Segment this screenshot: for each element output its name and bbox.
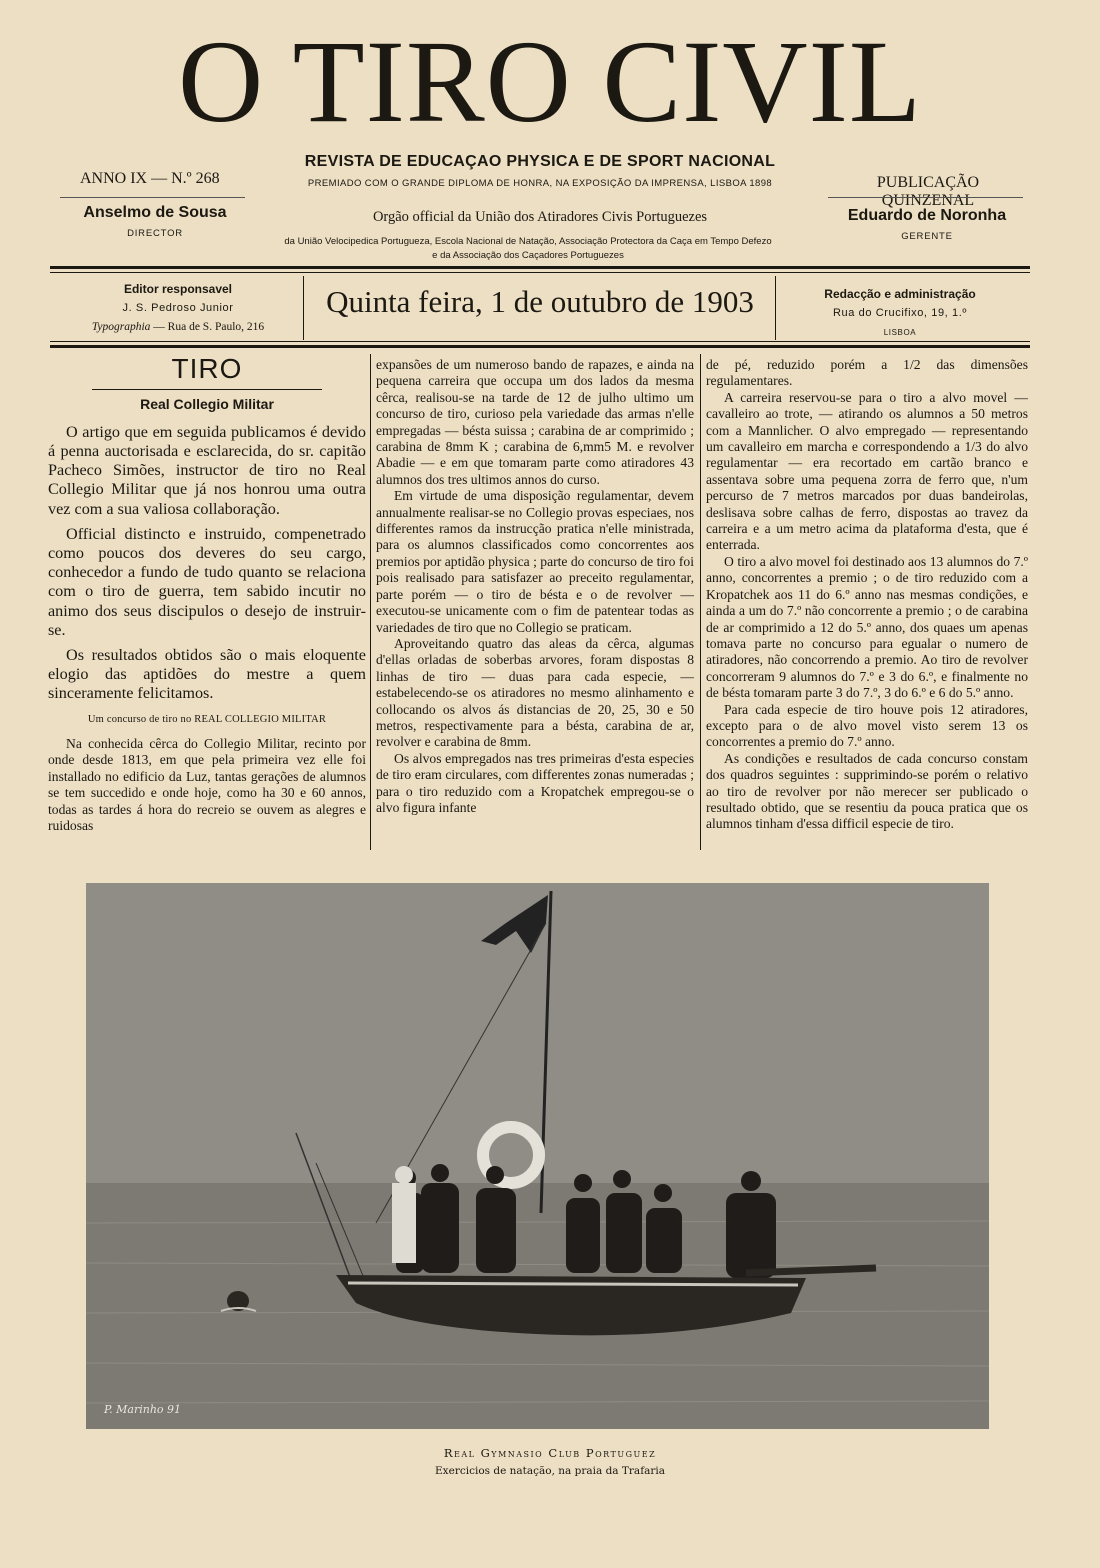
photo-signature: P. Marinho 91 <box>104 1403 182 1416</box>
editor-label: Editor responsavel <box>123 282 233 296</box>
intro-paragraph: Os resultados obtidos são o mais eloquente elogio das aptidões do mestre a quem sinceramente felicitamos. <box>48 646 366 703</box>
publication-frequency: PUBLICAÇÃO QUINZENAL <box>876 174 980 209</box>
organ-line: Orgão official da União dos Atiradores Civis Portuguezes <box>372 209 708 225</box>
article-paragraph: Os alvos empregados nas tres primeiras d'esta especies de tiro eram circulares, com differentes zonas numeradas ; para o tiro reduzido com a Kropatchek empregou-se o alvo figura infante <box>376 750 694 815</box>
organ-affiliations-line-2: e da Associação dos Caçadores Portuguezes <box>432 250 624 261</box>
article-column-2 <box>376 357 694 816</box>
issue-number: ANNO IX — N.º 268 <box>80 170 220 187</box>
manager-role: GERENTE <box>901 231 953 242</box>
column-divider-2 <box>700 354 701 850</box>
top-info-rule-thin <box>50 272 1030 273</box>
organ-affiliations <box>228 235 828 263</box>
photo-illustration <box>86 883 989 1429</box>
article-column-1 <box>48 353 366 835</box>
redaccao-address: Rua do Crucifixo, 19, 1.º <box>833 307 967 319</box>
intro-paragraph: Official distincto e instruido, compenetrado como poucos dos deveres do seu cargo, conhecedor a fundo de tudo quanto se relaciona com o tiro de guerra, tem sabido incutir no animo dos seus discipulos o desejo de instruir-se. <box>48 524 366 639</box>
section-rule <box>92 389 322 390</box>
article-paragraph: Na conhecida cêrca do Collegio Militar, recinto por onde desde 1813, em que pela primeira vez elle foi installado no edificio da Luz, tantas gerações de alumnos se tem succedido e onde hoje, como ha 30 e 60 annos, todas as tardes á hora do recreio se ouvem as alegres e ruidosas <box>48 736 366 834</box>
short-rule-right <box>828 197 1023 198</box>
redaccao-block <box>780 285 1020 342</box>
photo-caption-title: Real Gymnasio Club Portuguez <box>443 1446 657 1460</box>
column-divider-1 <box>370 354 371 850</box>
typography-line <box>58 318 298 337</box>
masthead-title: O TIRO CIVIL <box>178 16 922 147</box>
bottom-info-rule <box>50 345 1030 348</box>
editor-name: J. S. Pedroso Junior <box>122 302 234 314</box>
top-info-rule <box>50 266 1030 269</box>
organ-affiliations-line-1: da União Velocipedica Portugueza, Escola Nacional de Natação, Associação Protectora da Caça em Tempo Defezo <box>284 236 772 247</box>
director-name: Anselmo de Sousa <box>83 204 227 221</box>
photograph-boat-swimming <box>86 883 989 1429</box>
article-paragraph: Em virtude de uma disposição regulamentar, devem annualmente realisar-se no Collegio provas especiaes, nos differentes ramos da instrucção pratica n'elle ministrada, para os alumnos classificados como concorrentes aos premios por aptidão physica ; parte do concurso de tiro foi pois realisado para satisfazer ao preceito regulamentar, parte porém — o tiro de bésta e o de revolver — executou-se unicamente com o fim de patentear todas as variedades de tiro que no Collegio se praticam. <box>376 488 694 635</box>
photo-caption-subtitle: Exercicios de natação, na praia da Trafaria <box>435 1465 665 1477</box>
info-divider-left <box>303 276 304 340</box>
section-title: TIRO <box>171 353 243 384</box>
article-column-3 <box>706 357 1028 833</box>
masthead-subtitle: REVISTA DE EDUCAÇAO PHYSICA E DE SPORT NACIONAL <box>304 153 776 170</box>
info-divider-right <box>775 276 776 340</box>
director-block <box>60 204 250 239</box>
short-rule-left <box>60 197 245 198</box>
redaccao-city: LISBOA <box>883 328 917 337</box>
typography-label: Typographia <box>91 321 151 333</box>
intro-paragraph: O artigo que em seguida publicamos é devido á penna auctorisada e esclarecida, do sr. capitão Pacheco Simões, instructor de tiro no Real Collegio Militar que já nos honrou uma outra vez com a sua valiosa collaboração. <box>48 422 366 518</box>
article-paragraph: Para cada especie de tiro houve pois 12 atiradores, excepto para o de alvo movel visto serem 13 os concorrentes a premio do 7.º anno. <box>706 701 1028 750</box>
editor-block <box>58 280 298 337</box>
manager-name: Eduardo de Noronha <box>847 207 1007 224</box>
award-line: PREMIADO COM O GRANDE DIPLOMA DE HONRA, NA EXPOSIÇÃO DA IMPRENSA, LISBOA 1898 <box>307 178 773 189</box>
issue-date: Quinta feira, 1 de outubro de 1903 <box>326 284 754 319</box>
section-subtitle: Real Collegio Militar <box>140 396 274 413</box>
director-role: DIRECTOR <box>127 228 183 239</box>
manager-block <box>822 207 1032 242</box>
bottom-info-rule-thin <box>50 341 1030 342</box>
article-heading: Um concurso de tiro no REAL COLLEGIO MILITAR <box>87 713 327 725</box>
article-paragraph: Aproveitando quatro das aleas da cêrca, algumas d'ellas orladas de soberbas arvores, foram dispostas 8 linhas de tiro — duas para cada especie, — estabelecendo-se os atiradores no mesmo alinhamento e collocando os alvos ás distancias de 20, 25, 30 e 50 metros, respectivamente para a bésta, carabina de ar, revolver e carabina de 8mm. <box>376 635 694 750</box>
article-paragraph: As condições e resultados de cada concurso constam dos quadros seguintes : supprimindo-se porém o relativo ao tiro de revolver por não merecer ser publicado o resultado obtido, que se resentiu da pouca pratica que os alumnos tinham d'essa difficil especie de tiro. <box>706 750 1028 832</box>
article-paragraph: expansões de um numeroso bando de rapazes, e ainda na pequena carreira que occupa um dos lados da mesma cêrca, realisou-se na tarde de 12 de julho ultimo um concurso de tiro, curioso pela variedade das armas n'elle empregadas — bésta suissa ; carabina de ar comprimido ; carabina de 8mm K ; carabina de 6,mm5 M. e revolver Abadie — e em que tomaram parte como atiradores 43 alumnos dos tres ultimos annos do curso. <box>376 357 694 487</box>
typography-address: — Rua de S. Paulo, 216 <box>153 321 265 333</box>
article-paragraph: O tiro a alvo movel foi destinado aos 13 alumnos do 7.º anno, concorrentes a premio ; o de tiro reduzido com a Kropatchek aos 11 do 6.º anno nas mesmas condições, e ainda a um do 7.º não concorrente a premio ; o de carabina de ar comprimido a 12 do 5.º anno, dos quaes um apenas tomava parte no concurso para egualar o numero de atiradores, não concorrendo a premio. Ao tiro de revolver concorreram 9 alumnos do 7.º e 3 do 6.º, e finalmente no de bésta tomaram parte 3 do 7.º, 3 do 6.º e 6 do 5.º anno. <box>706 553 1028 701</box>
article-paragraph: A carreira reservou-se para o tiro a alvo movel — cavalleiro ao trote, — atirando os alumnos a 50 metros com a Mannlicher. O alvo empregado — representando um cavalleiro em marcha e correspondendo a 1/3 do alvo regulamentar — era recortado em cartão branco e assentava sobre uma pequena zorra de ferro que, n'um percurso de 7 metros marcados por duas bandeirolas, deslisava sobre calhas de ferro, dispostas ao travez da carreira e a um metro acima da plataforma d'esta, que é enterrada. <box>706 389 1028 553</box>
article-paragraph: de pé, reduzido porém a 1/2 das dimensões regulamentares. <box>706 357 1028 389</box>
redaccao-label: Redacção e administração <box>824 287 976 301</box>
